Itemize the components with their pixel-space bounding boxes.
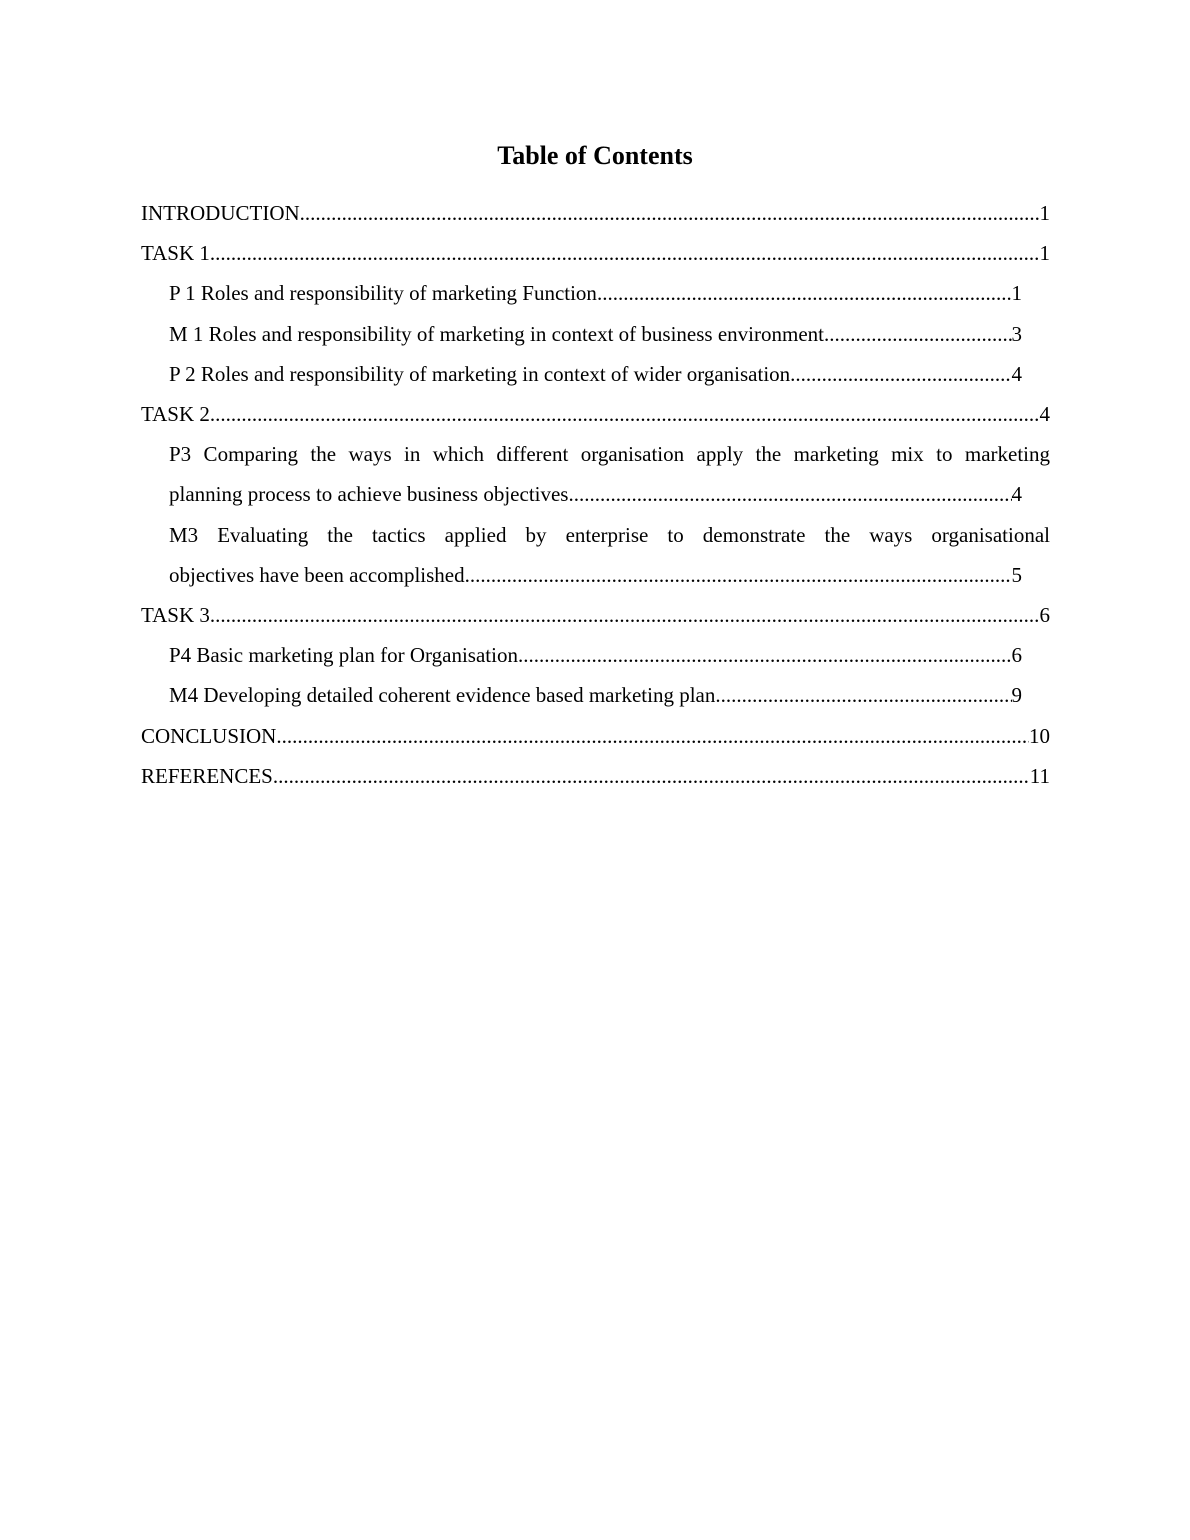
toc-leader-dots xyxy=(210,595,1040,635)
toc-entry-p4[interactable] xyxy=(141,635,1022,675)
toc-title: Table of Contents xyxy=(497,141,693,170)
toc-leader-dots xyxy=(715,675,1011,715)
toc-entry-label-line2: planning process to achieve business objectives xyxy=(169,482,569,507)
toc-entry-conclusion[interactable] xyxy=(141,716,1050,756)
toc-leader-dots xyxy=(518,635,1012,675)
toc-entry-m1[interactable] xyxy=(141,314,1022,354)
toc-entry-label: P4 Basic marketing plan for Organisation xyxy=(169,643,518,668)
toc-entry-label: M 1 Roles and responsibility of marketing in context of business environment xyxy=(169,321,824,346)
toc-entry-page: 1 xyxy=(1039,241,1050,266)
table-of-contents xyxy=(141,193,1050,796)
toc-entry-page: 6 xyxy=(1039,603,1050,628)
toc-leader-dots xyxy=(824,314,1012,354)
toc-leader-dots xyxy=(273,756,1030,796)
toc-entry-label: TASK 1 xyxy=(141,241,210,266)
toc-entry-page: 3 xyxy=(1011,321,1022,346)
toc-entry-task-3[interactable] xyxy=(141,595,1050,635)
toc-entry-label: REFERENCES xyxy=(141,763,273,788)
toc-entry-page: 1 xyxy=(1039,201,1050,225)
toc-leader-dots xyxy=(568,474,1011,514)
toc-entry-label: INTRODUCTION xyxy=(141,201,300,225)
toc-entry-page: 9 xyxy=(1011,683,1022,708)
toc-entry-p2[interactable] xyxy=(141,354,1022,394)
toc-entry-label: P 2 Roles and responsibility of marketing in context of wider organisation xyxy=(169,361,791,386)
toc-entry-label: P 1 Roles and responsibility of marketing Function xyxy=(169,281,597,306)
toc-entry-references[interactable] xyxy=(141,756,1050,796)
toc-entry-label: TASK 3 xyxy=(141,603,210,628)
toc-entry-task-1[interactable] xyxy=(141,233,1050,273)
toc-entry-page: 4 xyxy=(1011,482,1022,507)
toc-leader-dots xyxy=(465,555,1012,595)
toc-entry-page: 1 xyxy=(1011,281,1022,306)
toc-entry-page: 5 xyxy=(1011,562,1022,587)
toc-leader-dots xyxy=(300,193,1040,233)
toc-entry-page: 4 xyxy=(1011,361,1022,386)
toc-entry-m4[interactable] xyxy=(141,675,1022,715)
toc-leader-dots xyxy=(210,394,1040,434)
toc-entry-page: 10 xyxy=(1029,723,1050,748)
toc-leader-dots xyxy=(597,273,1012,313)
toc-entry-label: CONCLUSION xyxy=(141,723,277,748)
toc-entry-p1[interactable] xyxy=(141,273,1022,313)
toc-entry-task-2[interactable] xyxy=(141,394,1050,434)
toc-entry-page: 11 xyxy=(1029,763,1050,788)
toc-entry-page: 6 xyxy=(1011,643,1022,668)
toc-entry-introduction[interactable] xyxy=(141,193,1050,233)
toc-leader-dots xyxy=(790,354,1011,394)
toc-entry-label-line1: M3 Evaluating the tactics applied by enterprise to demonstrate the ways organisational xyxy=(169,522,1050,547)
toc-entry-p3[interactable] xyxy=(141,434,1050,514)
toc-leader-dots xyxy=(276,716,1029,756)
toc-entry-label-line1: P3 Comparing the ways in which different organisation apply the marketing mix to marketing xyxy=(169,442,1050,467)
toc-entry-label: M4 Developing detailed coherent evidence based marketing plan xyxy=(169,683,716,708)
toc-entry-label: TASK 2 xyxy=(141,402,210,427)
toc-entry-m3[interactable] xyxy=(141,515,1050,595)
toc-entry-page: 4 xyxy=(1039,402,1050,427)
toc-leader-dots xyxy=(210,233,1040,273)
toc-entry-label-line2: objectives have been accomplished xyxy=(169,562,465,587)
